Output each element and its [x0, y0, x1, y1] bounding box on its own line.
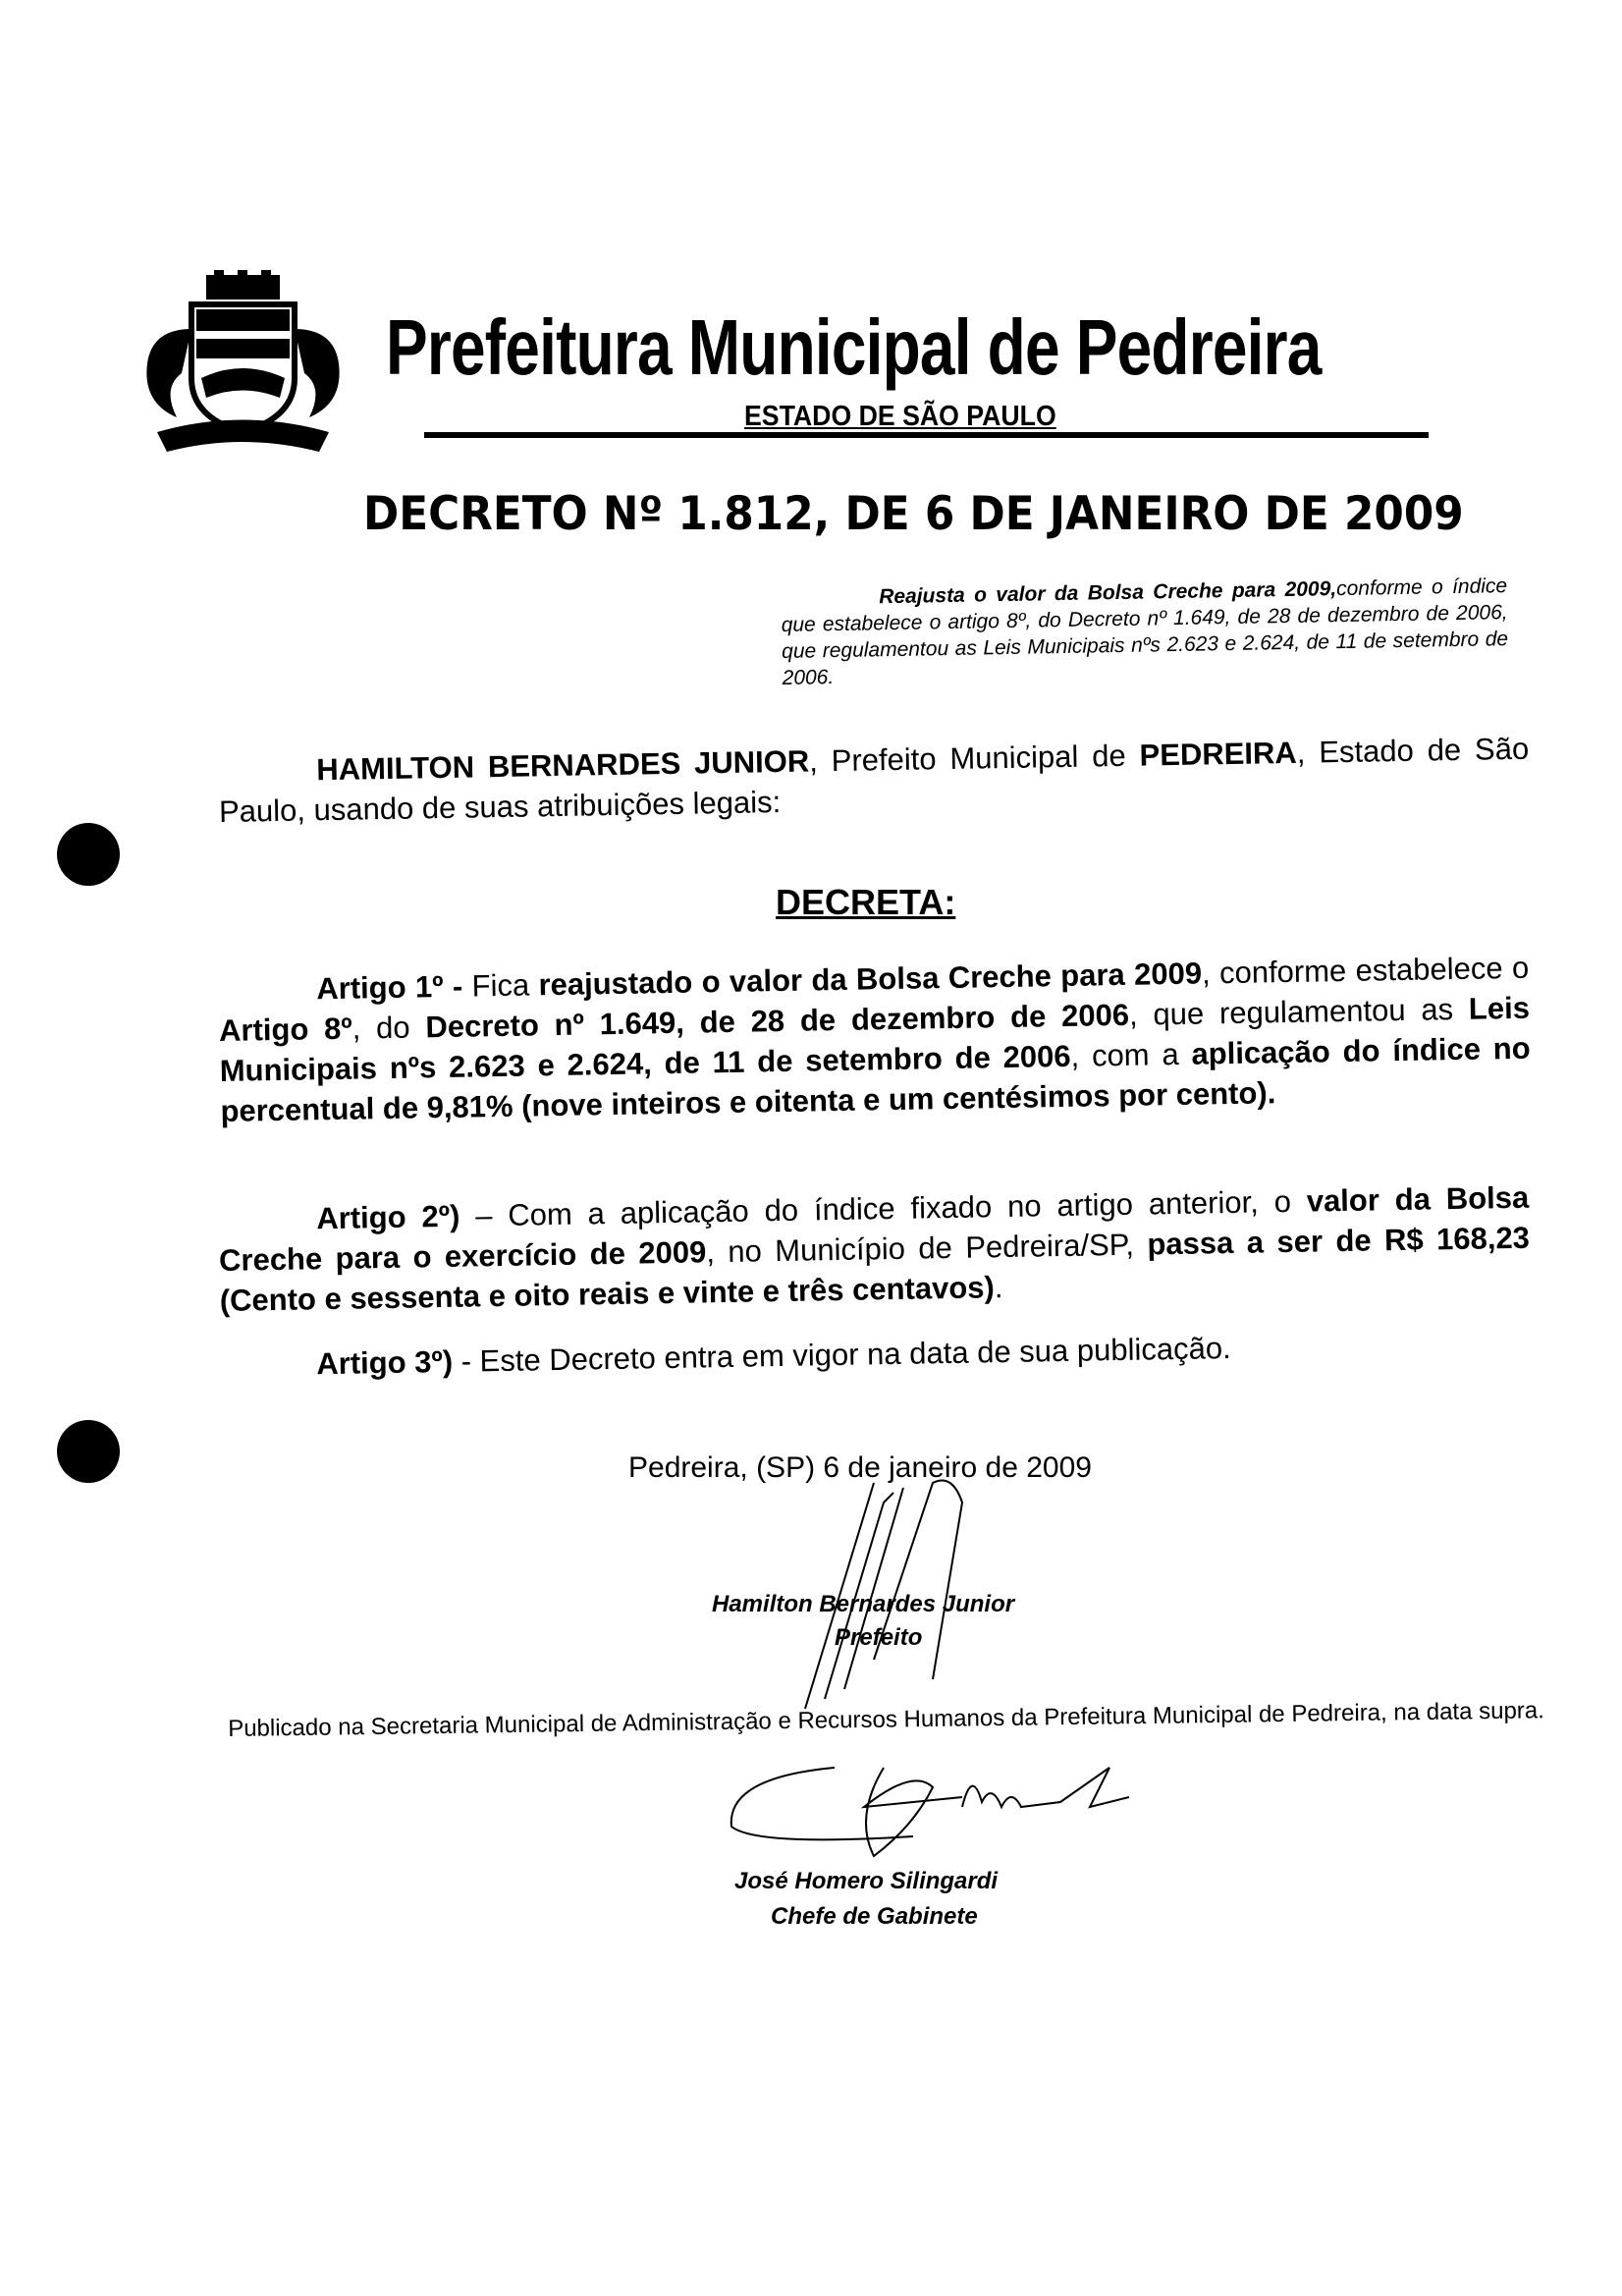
bold-text-segment: Artigo 2º)	[316, 1198, 476, 1236]
bold-text-segment: valor da Bolsa Creche para o exercício de 2009	[218, 1179, 1530, 1278]
text-segment: , Estado de São Paulo, usando de suas atribuições legais:	[218, 731, 1530, 829]
text-segment: , do	[351, 1010, 426, 1046]
bold-text-segment: Leis Municipais nºs 2.623 e 2.624, de 11 de setembro de 2006	[219, 990, 1531, 1088]
summary-text: conforme o índice que estabelece o artigo 8º, do Decreto nº 1.649, de 28 de dezembro de 2006, que regulamentou as Leis Municipais nºs 2.623 e 2.624, de 11 de setembro de 2006.	[781, 574, 1509, 689]
publication-note: Publicado na Secretaria Municipal de Administração e Recursos Humanos da Prefeitura Municipal de Pedreira, na data supra.	[228, 1697, 1545, 1742]
mayor-role: Prefeito	[835, 1624, 923, 1651]
chief-of-staff-role: Chefe de Gabinete	[771, 1903, 978, 1930]
summary-bold: Reajusta o valor da Bolsa Creche para 2009,	[879, 577, 1337, 609]
decree-heading: DECRETO Nº 1.812, DE 6 DE JANEIRO DE 2009	[363, 487, 1464, 541]
text-segment: , Prefeito Municipal de	[808, 738, 1140, 779]
preamble-paragraph	[218, 729, 1530, 832]
text-segment: – Com a aplicação do índice fixado no artigo anterior, o	[474, 1183, 1308, 1233]
text-segment: Fica	[471, 967, 539, 1004]
text-segment: .	[994, 1270, 1003, 1305]
bold-text-segment: reajustado o valor da Bolsa Creche para 2009	[538, 956, 1203, 1003]
punch-hole	[57, 1420, 120, 1483]
chief-of-staff-signature-icon	[717, 1748, 1149, 1876]
text-segment: - Este Decreto entra em vigor na data de sua publicação.	[460, 1330, 1231, 1379]
chief-of-staff-name: José Homero Silingardi	[734, 1868, 999, 1894]
decree-summary	[781, 573, 1509, 691]
mayor-name: Hamilton Bernardes Junior	[712, 1591, 1015, 1617]
text-segment: , conforme estabelece o	[1201, 950, 1530, 991]
article-3	[218, 1323, 1530, 1386]
bold-text-segment: PEDREIRA	[1139, 735, 1298, 773]
bold-text-segment: HAMILTON BERNARDES JUNIOR	[316, 743, 810, 788]
bold-text-segment: Artigo 8º	[218, 1011, 352, 1048]
punch-hole	[57, 823, 120, 886]
article-2	[218, 1177, 1531, 1321]
text-segment: , que regulamentou as	[1128, 991, 1470, 1032]
text-segment: , no Município de Pedreira/SP,	[705, 1227, 1148, 1270]
bold-text-segment: Artigo 3º)	[316, 1343, 462, 1382]
bold-text-segment: passa a ser de R$ 168,23 (Cento e sessenta e oito reais e vinte e três centavos)	[219, 1220, 1531, 1318]
place-and-date: Pedreira, (SP) 6 de janeiro de 2009	[628, 1451, 1092, 1484]
bold-text-segment: Artigo 1º -	[316, 968, 472, 1007]
decreta-heading: DECRETA:	[776, 882, 956, 922]
state-subtitle: ESTADO DE SÃO PAULO	[744, 401, 1056, 432]
text-segment: , com a	[1070, 1036, 1192, 1073]
coat-of-arms-icon	[137, 270, 349, 462]
municipality-title: Prefeitura Municipal de Pedreira	[386, 303, 1322, 391]
bold-text-segment: Decreto nº 1.649, de 28 de dezembro de 2006	[425, 997, 1130, 1045]
bold-text-segment: aplicação do índice no percentual de 9,81% (nove inteiros e oitenta e um centésimos por cento).	[220, 1030, 1531, 1128]
header-divider	[424, 432, 1429, 438]
article-1	[218, 948, 1532, 1131]
